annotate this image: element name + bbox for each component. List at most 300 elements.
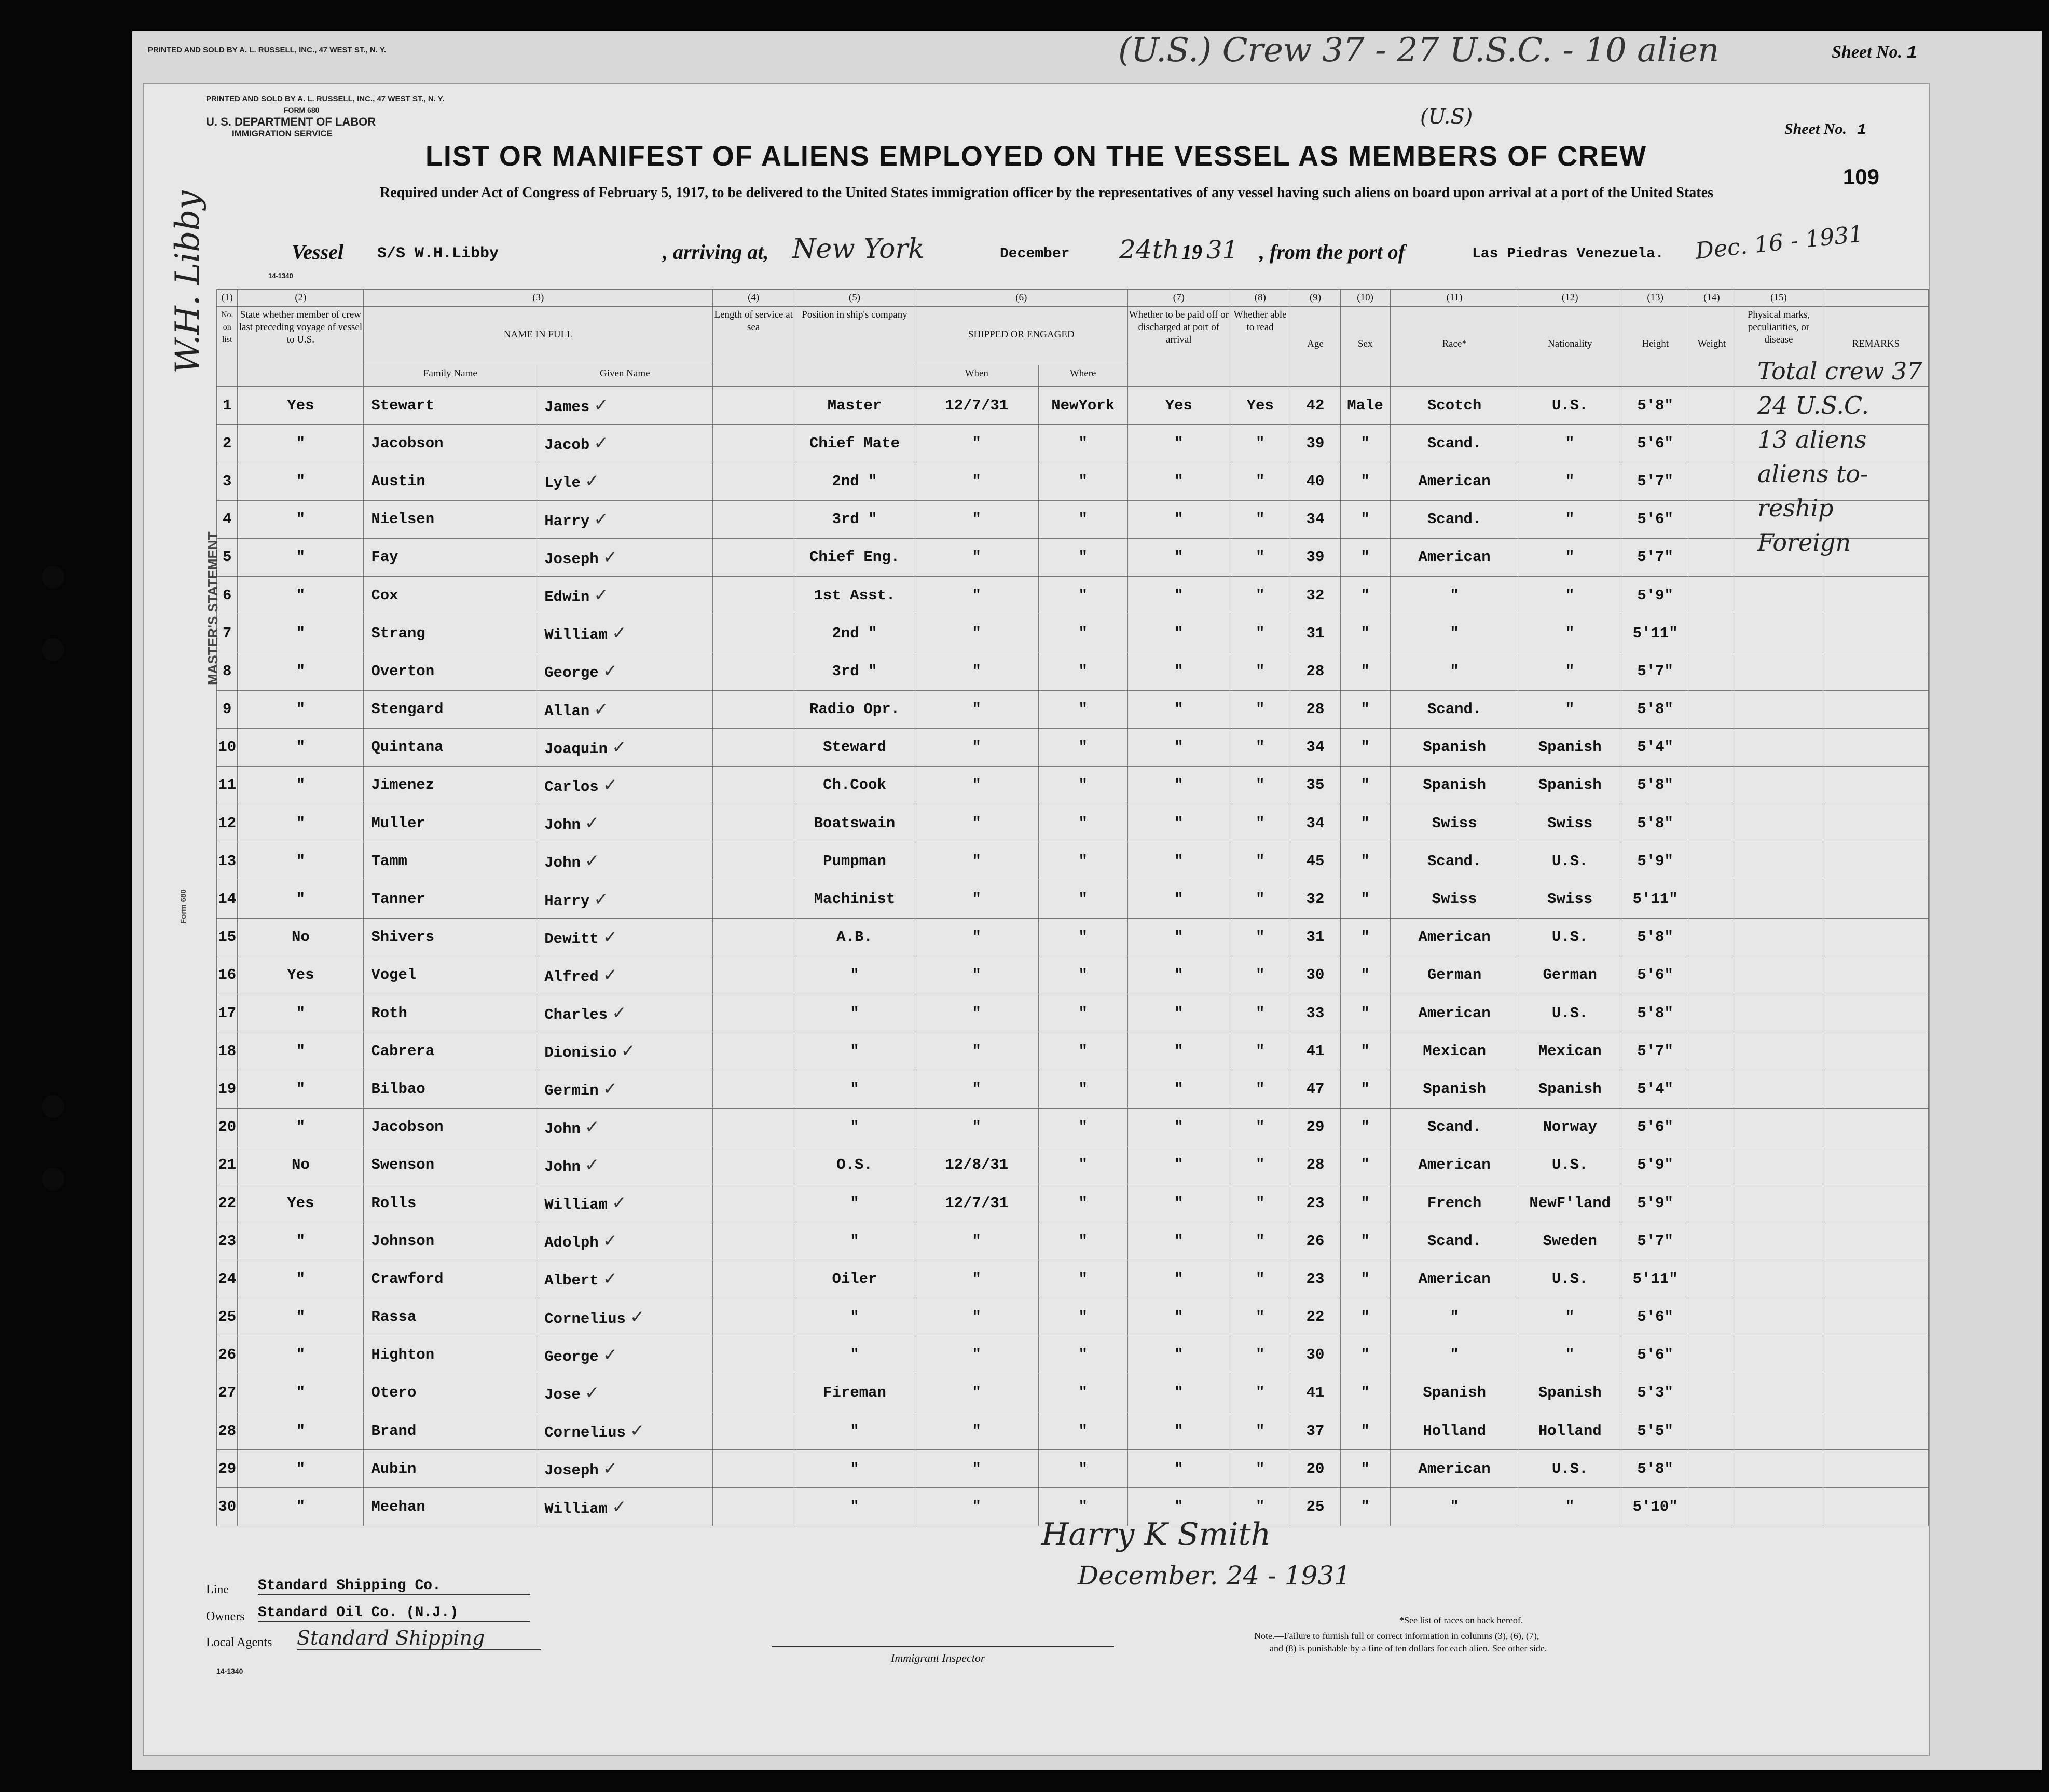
cell-text-prev: " <box>296 434 306 452</box>
cell-text-given: William <box>544 626 608 644</box>
table-row <box>217 500 1929 538</box>
cell-family <box>364 842 537 880</box>
cell-text-pos: Ch.Cook <box>823 776 886 794</box>
checkmark-icon: ✓ <box>602 774 618 796</box>
cell-text-paid: " <box>1174 852 1184 870</box>
cell-text-height: 5'6" <box>1637 1118 1673 1136</box>
cell-text-n: 14 <box>218 891 237 908</box>
checkmark-icon: ✓ <box>612 1193 627 1214</box>
cell-text-age: 39 <box>1306 434 1325 452</box>
cell-text-when: " <box>972 511 981 528</box>
cell-text-n: 10 <box>218 738 237 756</box>
cell-length <box>713 1184 794 1222</box>
cell-pos <box>794 1070 915 1108</box>
header-length-service: Length of service at sea <box>713 307 794 387</box>
cell-text-read: " <box>1256 738 1265 756</box>
cell-n <box>217 1184 238 1222</box>
cell-n <box>217 1108 238 1146</box>
cell-text-height: 5'4" <box>1637 738 1673 756</box>
cell-weight <box>1689 918 1734 956</box>
cell-given <box>537 1260 713 1298</box>
cell-text-paid: " <box>1174 1004 1184 1022</box>
col-num: (12) <box>1519 290 1621 307</box>
document-title: LIST OR MANIFEST OF ALIENS EMPLOYED ON THE VESSEL AS MEMBERS OF CREW <box>425 141 1647 172</box>
cell-age <box>1290 690 1340 728</box>
col-num: (9) <box>1290 290 1340 307</box>
cell-race <box>1390 842 1519 880</box>
cell-paid <box>1127 500 1230 538</box>
cell-text-sex: " <box>1360 1194 1370 1212</box>
cell-weight <box>1689 1336 1734 1374</box>
punch-hole <box>42 566 64 589</box>
cell-text-nat: U.S. <box>1551 852 1588 870</box>
cell-text-pos: " <box>850 1308 859 1326</box>
cell-height <box>1621 538 1689 576</box>
cell-text-nat: " <box>1565 1346 1575 1364</box>
cell-pos <box>794 956 915 994</box>
col-num: (6) <box>915 290 1127 307</box>
cell-text-paid: " <box>1174 1422 1184 1440</box>
cell-text-n: 6 <box>223 586 232 604</box>
inspector-signature: Harry K Smith <box>1041 1516 1271 1553</box>
cell-text-sex: " <box>1360 928 1370 946</box>
cell-text-when: " <box>972 1460 981 1478</box>
cell-text-when: " <box>972 1232 981 1250</box>
cell-physical <box>1734 652 1823 690</box>
checkmark-icon: ✓ <box>584 471 600 492</box>
cell-when <box>915 690 1038 728</box>
cell-prev <box>238 1298 364 1336</box>
cell-length <box>713 576 794 614</box>
cell-text-nat: U.S. <box>1551 1460 1588 1478</box>
cell-weight <box>1689 576 1734 614</box>
cell-physical <box>1734 1412 1823 1450</box>
cell-physical <box>1734 1450 1823 1488</box>
cell-text-pos: Oiler <box>832 1270 877 1288</box>
remark-foreign: Foreign <box>1757 528 1851 556</box>
cell-text-race: American <box>1418 472 1491 490</box>
cell-sex <box>1340 1146 1390 1184</box>
cell-n <box>217 1450 238 1488</box>
inspector-label: Immigrant Inspector <box>891 1651 985 1664</box>
cell-race <box>1390 1260 1519 1298</box>
cell-length <box>713 387 794 425</box>
cell-remarks <box>1823 766 1929 804</box>
cell-text-where: " <box>1078 1232 1088 1250</box>
cell-text-read: " <box>1256 434 1265 452</box>
cell-n <box>217 766 238 804</box>
cell-remarks <box>1823 652 1929 690</box>
cell-text-n: 26 <box>218 1346 237 1364</box>
checkmark-icon: ✓ <box>584 1154 600 1175</box>
cell-race <box>1390 1146 1519 1184</box>
cell-text-given: Joseph <box>544 550 599 568</box>
cell-age <box>1290 1298 1340 1336</box>
table-row <box>217 1222 1929 1260</box>
cell-height <box>1621 728 1689 766</box>
cell-text-sex: " <box>1360 701 1370 718</box>
cell-text-pos: 3rd " <box>832 662 877 680</box>
cell-text-prev: " <box>296 662 306 680</box>
cell-physical <box>1734 1184 1823 1222</box>
cell-text-read: " <box>1256 1384 1265 1402</box>
cell-weight <box>1689 956 1734 994</box>
checkmark-icon: ✓ <box>584 813 600 834</box>
cell-given <box>537 1184 713 1222</box>
cell-pos <box>794 1336 915 1374</box>
cell-height <box>1621 1260 1689 1298</box>
cell-text-prev: " <box>296 1346 306 1364</box>
cell-text-family: Bilbao <box>371 1080 425 1098</box>
cell-text-race: American <box>1418 928 1491 946</box>
cell-read <box>1230 1032 1290 1070</box>
cell-text-given: Carlos <box>544 778 599 796</box>
cell-height <box>1621 1374 1689 1412</box>
cell-text-pos: Radio Opr. <box>809 701 900 718</box>
cell-text-when: " <box>972 852 981 870</box>
cell-weight <box>1689 1070 1734 1108</box>
cell-weight <box>1689 690 1734 728</box>
cell-text-prev: " <box>296 511 306 528</box>
cell-text-pos: Master <box>827 396 882 414</box>
cell-text-height: 5'11" <box>1632 624 1678 642</box>
cell-text-pos: 2nd " <box>832 472 877 490</box>
cell-text-n: 7 <box>223 624 232 642</box>
back-sheet-number: Sheet No. 1 <box>1832 43 1917 63</box>
cell-text-read: " <box>1256 624 1265 642</box>
cell-text-race: Mexican <box>1423 1042 1487 1060</box>
cell-where <box>1038 1070 1127 1108</box>
cell-text-race: " <box>1450 662 1459 680</box>
table-row <box>217 462 1929 500</box>
cell-text-prev: " <box>296 1042 306 1060</box>
col-num: (13) <box>1621 290 1689 307</box>
cell-age <box>1290 614 1340 652</box>
table-row <box>217 804 1929 842</box>
cell-text-where: " <box>1078 1080 1088 1098</box>
cell-age <box>1290 1222 1340 1260</box>
cell-age <box>1290 462 1340 500</box>
checkmark-icon: ✓ <box>602 1230 618 1252</box>
cell-text-when: " <box>972 1384 981 1402</box>
cell-text-prev: Yes <box>287 966 314 984</box>
cell-weight <box>1689 1450 1734 1488</box>
cell-text-when: " <box>972 434 981 452</box>
cell-text-sex: " <box>1360 472 1370 490</box>
cell-text-age: 23 <box>1306 1270 1325 1288</box>
cell-n <box>217 842 238 880</box>
cell-n <box>217 1412 238 1450</box>
punch-hole <box>42 1168 64 1191</box>
cell-text-read: " <box>1256 928 1265 946</box>
cell-length <box>713 1146 794 1184</box>
cell-family <box>364 500 537 538</box>
cell-length <box>713 614 794 652</box>
cell-text-nat: NewF'land <box>1529 1194 1611 1212</box>
cell-text-where: " <box>1078 624 1088 642</box>
cell-n <box>217 425 238 462</box>
cell-physical <box>1734 842 1823 880</box>
cell-family <box>364 1374 537 1412</box>
cell-race <box>1390 766 1519 804</box>
cell-age <box>1290 728 1340 766</box>
cell-where <box>1038 462 1127 500</box>
cell-text-family: Rassa <box>371 1308 417 1326</box>
cell-remarks <box>1823 842 1929 880</box>
cell-height <box>1621 1146 1689 1184</box>
table-row <box>217 880 1929 918</box>
cell-when <box>915 1222 1038 1260</box>
cell-text-given: John <box>544 1120 581 1138</box>
cell-physical <box>1734 766 1823 804</box>
cell-family <box>364 1412 537 1450</box>
cell-height <box>1621 462 1689 500</box>
cell-height <box>1621 1298 1689 1336</box>
cell-age <box>1290 425 1340 462</box>
cell-text-where: " <box>1078 472 1088 490</box>
cell-text-when: " <box>972 1042 981 1060</box>
cell-text-read: " <box>1256 701 1265 718</box>
inspector-signature-line <box>772 1646 1114 1647</box>
cell-remarks <box>1823 994 1929 1032</box>
cell-text-pos: " <box>850 1118 859 1136</box>
cell-prev <box>238 1184 364 1222</box>
cell-age <box>1290 994 1340 1032</box>
cell-text-paid: " <box>1174 1308 1184 1326</box>
cell-sex <box>1340 956 1390 994</box>
cell-sex <box>1340 1070 1390 1108</box>
cell-text-n: 11 <box>218 776 237 794</box>
cell-race <box>1390 1298 1519 1336</box>
cell-length <box>713 956 794 994</box>
cell-n <box>217 918 238 956</box>
cell-text-race: Spanish <box>1423 1384 1487 1402</box>
cell-text-when: 12/8/31 <box>945 1156 1009 1174</box>
cell-text-age: 34 <box>1306 738 1325 756</box>
cell-family <box>364 1450 537 1488</box>
cell-text-read: " <box>1256 776 1265 794</box>
cell-text-nat: " <box>1565 511 1575 528</box>
cell-text-given: Alfred <box>544 968 599 986</box>
cell-age <box>1290 1108 1340 1146</box>
cell-text-race: " <box>1450 586 1459 604</box>
cell-pos <box>794 538 915 576</box>
cell-remarks <box>1823 1374 1929 1412</box>
cell-text-height: 5'4" <box>1637 1080 1673 1098</box>
cell-text-read: " <box>1256 1004 1265 1022</box>
cell-height <box>1621 652 1689 690</box>
header-nationality: Nationality <box>1519 307 1621 387</box>
cell-sex <box>1340 918 1390 956</box>
cell-when <box>915 425 1038 462</box>
cell-height <box>1621 1108 1689 1146</box>
table-row <box>217 1146 1929 1184</box>
cell-nat <box>1519 1450 1621 1488</box>
cell-text-sex: " <box>1360 852 1370 870</box>
cell-remarks <box>1823 1184 1929 1222</box>
table-row <box>217 1374 1929 1412</box>
cell-paid <box>1127 728 1230 766</box>
cell-paid <box>1127 652 1230 690</box>
cell-read <box>1230 804 1290 842</box>
remark-aliens: 13 aliens <box>1757 426 1867 454</box>
cell-prev <box>238 462 364 500</box>
cell-text-where: " <box>1078 1308 1088 1326</box>
checkmark-icon: ✓ <box>621 1041 636 1062</box>
cell-text-when: " <box>972 1118 981 1136</box>
cell-text-age: 47 <box>1306 1080 1325 1098</box>
cell-remarks <box>1823 1222 1929 1260</box>
cell-age <box>1290 1336 1340 1374</box>
cell-weight <box>1689 994 1734 1032</box>
cell-when <box>915 462 1038 500</box>
cell-text-paid: " <box>1174 1460 1184 1478</box>
cell-length <box>713 1260 794 1298</box>
checkmark-icon: ✓ <box>602 546 618 568</box>
cell-text-prev: " <box>296 586 306 604</box>
cell-text-prev: " <box>296 1118 306 1136</box>
form-side-label: Form 680 <box>179 889 188 924</box>
cell-text-nat: Spanish <box>1538 1080 1602 1098</box>
cell-weight <box>1689 1374 1734 1412</box>
cell-text-when: " <box>972 1004 981 1022</box>
punch-hole <box>42 638 64 661</box>
cell-sex <box>1340 880 1390 918</box>
year-prefix: 19 <box>1181 240 1202 264</box>
cell-text-nat: Swiss <box>1547 814 1593 832</box>
cell-text-paid: " <box>1174 472 1184 490</box>
cell-prev <box>238 918 364 956</box>
header-paid-off: Whether to be paid off or discharged at port of arrival <box>1127 307 1230 387</box>
cell-text-prev: " <box>296 891 306 908</box>
cell-nat <box>1519 1374 1621 1412</box>
cell-text-pos: " <box>850 1422 859 1440</box>
cell-pos <box>794 1298 915 1336</box>
cell-text-paid: " <box>1174 1042 1184 1060</box>
cell-text-given: Harry <box>544 892 590 910</box>
cell-text-nat: Spanish <box>1538 776 1602 794</box>
cell-age <box>1290 804 1340 842</box>
cell-pos <box>794 425 915 462</box>
cell-text-where: " <box>1078 1004 1088 1022</box>
cell-pos <box>794 842 915 880</box>
cell-text-given: John <box>544 816 581 834</box>
cell-text-sex: " <box>1360 814 1370 832</box>
cell-text-where: " <box>1078 814 1088 832</box>
table-row <box>217 956 1929 994</box>
side-handwriting: W.H. Libby <box>169 190 207 374</box>
cell-family <box>364 994 537 1032</box>
cell-text-family: Tanner <box>371 891 425 908</box>
cell-text-prev: " <box>296 1308 306 1326</box>
cell-n <box>217 994 238 1032</box>
cell-text-age: 23 <box>1306 1194 1325 1212</box>
cell-read <box>1230 1336 1290 1374</box>
cell-weight <box>1689 728 1734 766</box>
cell-n <box>217 804 238 842</box>
cell-family <box>364 1108 537 1146</box>
cell-text-when: 12/7/31 <box>945 1194 1009 1212</box>
cell-height <box>1621 690 1689 728</box>
header-age: Age <box>1290 307 1340 387</box>
cell-pos <box>794 690 915 728</box>
cell-age <box>1290 538 1340 576</box>
cell-text-sex: " <box>1360 549 1370 566</box>
cell-text-pos: " <box>850 1042 859 1060</box>
year-suffix: 31 <box>1206 236 1239 265</box>
cell-race <box>1390 1032 1519 1070</box>
cell-text-race: German <box>1427 966 1482 984</box>
cell-when <box>915 1336 1038 1374</box>
cell-text-sex: " <box>1360 891 1370 908</box>
cell-sex <box>1340 652 1390 690</box>
cell-length <box>713 425 794 462</box>
cell-weight <box>1689 462 1734 500</box>
cell-when <box>915 500 1038 538</box>
cell-when <box>915 1070 1038 1108</box>
cell-text-paid: " <box>1174 434 1184 452</box>
cell-text-age: 45 <box>1306 852 1325 870</box>
cell-paid <box>1127 1298 1230 1336</box>
cell-nat <box>1519 1070 1621 1108</box>
cell-text-height: 5'9" <box>1637 1156 1673 1174</box>
cell-text-when: " <box>972 1346 981 1364</box>
cell-text-prev: No <box>291 1156 310 1174</box>
cell-text-race: American <box>1418 1156 1491 1174</box>
cell-nat <box>1519 956 1621 994</box>
cell-text-prev: " <box>296 1384 306 1402</box>
cell-weight <box>1689 538 1734 576</box>
cell-where <box>1038 956 1127 994</box>
cell-text-sex: " <box>1360 511 1370 528</box>
cell-height <box>1621 766 1689 804</box>
col-num: (10) <box>1340 290 1390 307</box>
cell-remarks <box>1823 956 1929 994</box>
cell-text-pos: Machinist <box>814 891 896 908</box>
cell-read <box>1230 1260 1290 1298</box>
cell-sex <box>1340 462 1390 500</box>
cell-text-n: 13 <box>218 852 237 870</box>
cell-family <box>364 1184 537 1222</box>
cell-text-where: " <box>1078 1498 1088 1516</box>
cell-nat <box>1519 880 1621 918</box>
cell-read <box>1230 576 1290 614</box>
cell-prev <box>238 1336 364 1374</box>
cell-race <box>1390 1184 1519 1222</box>
cell-prev <box>238 1450 364 1488</box>
cell-text-sex: " <box>1360 434 1370 452</box>
cell-text-race: Scotch <box>1427 396 1482 414</box>
cell-text-read: " <box>1256 1460 1265 1478</box>
printer-line-top: PRINTED AND SOLD BY A. L. RUSSELL, INC., 47 WEST ST., N. Y. <box>148 46 387 54</box>
col-num: (11) <box>1390 290 1519 307</box>
cell-given <box>537 728 713 766</box>
cell-given <box>537 956 713 994</box>
cell-weight <box>1689 500 1734 538</box>
cell-n <box>217 1336 238 1374</box>
cell-pos <box>794 880 915 918</box>
cell-text-prev: " <box>296 852 306 870</box>
cell-age <box>1290 1260 1340 1298</box>
cell-family <box>364 1222 537 1260</box>
cell-text-height: 5'9" <box>1637 586 1673 604</box>
cell-text-read: " <box>1256 1308 1265 1326</box>
cell-when <box>915 1184 1038 1222</box>
cell-text-where: " <box>1078 1270 1088 1288</box>
cell-age <box>1290 1184 1340 1222</box>
cell-length <box>713 1374 794 1412</box>
cell-sex <box>1340 387 1390 425</box>
